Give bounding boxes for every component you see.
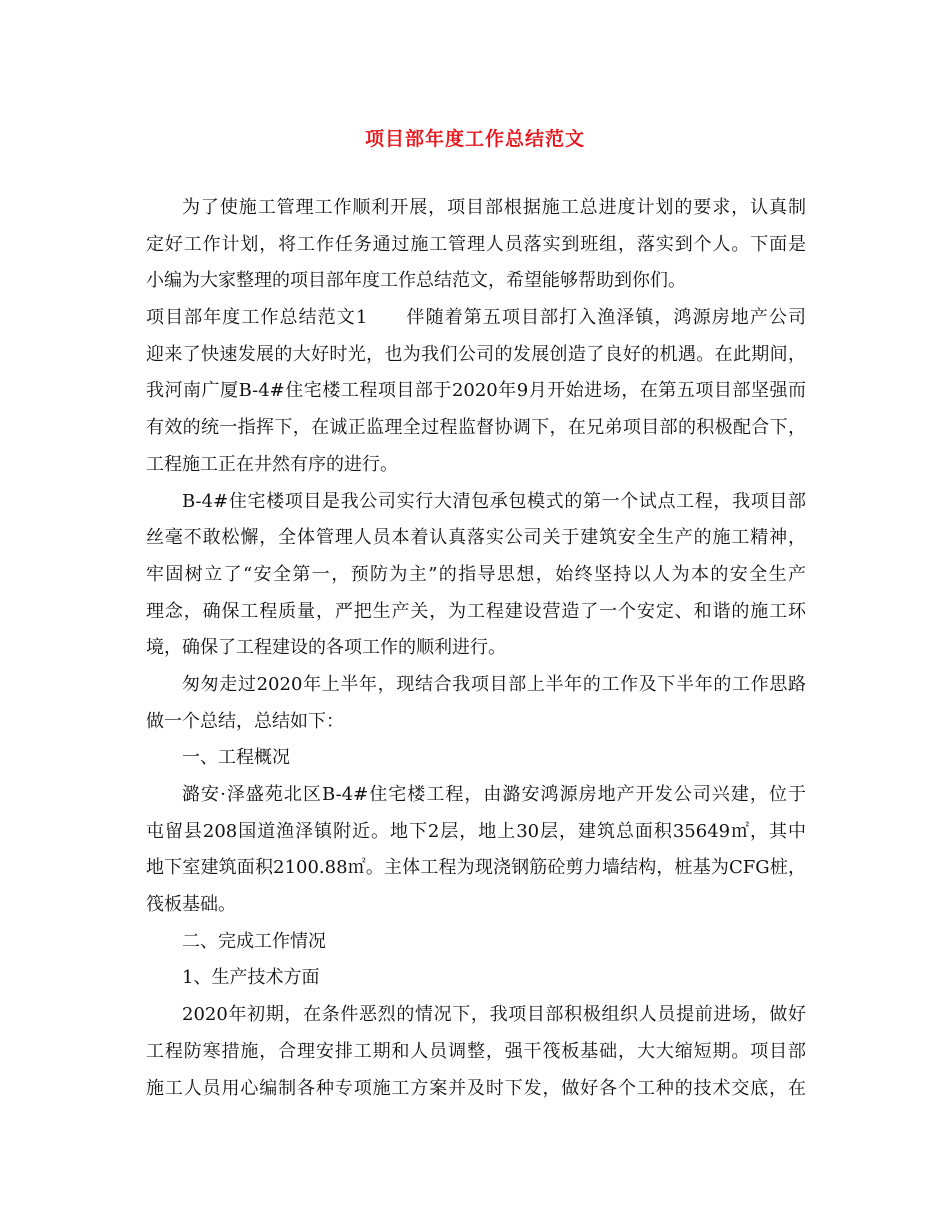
text-line: 潞安·泽盛苑北区B-4#住宅楼工程，由潞安鸿源房地产开发公司兴建，位于 [182, 784, 806, 805]
text-line: 境，确保了工程建设的各项工作的顺利进行。 [146, 637, 506, 659]
text-line: 1、生产技术方面 [182, 967, 320, 989]
document-title: 项目部年度工作总结范文 [364, 128, 585, 150]
text-line: 做一个总结，总结如下： [146, 710, 344, 732]
text-line: 一、工程概况 [182, 747, 290, 769]
text-line: 地下室建筑面积2100.88㎡。主体工程为现浇钢筋砼剪力墙结构，桩基为CFG桩， [146, 857, 806, 879]
text-line: 2020年初期，在条件恶烈的情况下，我项目部积极组织人员提前进场，做好 [182, 1004, 806, 1026]
text-line: B-4#住宅楼项目是我公司实行大清包承包模式的第一个试点工程，我项目部 [182, 490, 806, 512]
document-body [146, 190, 806, 1107]
text-line: 为了使施工管理工作顺利开展，项目部根据施工总进度计划的要求，认真制 [182, 197, 806, 218]
text-line: 筏板基础。 [146, 894, 236, 916]
text-line: 工程施工正在井然有序的进行。 [146, 453, 398, 475]
text-line: 丝毫不敢松懈，全体管理人员本着认真落实公司关于建筑安全生产的施工精神， [146, 527, 806, 549]
text-line: 我河南广厦B-4#住宅楼工程项目部于2020年9月开始进场，在第五项目部坚强而 [146, 380, 806, 402]
text-line: 理念，确保工程质量，严把生产关，为工程建设营造了一个安定、和谐的施工环 [146, 600, 806, 622]
text-line: 屯留县208国道渔泽镇附近。地下2层，地上30层，建筑总面积35649㎡，其中 [146, 820, 806, 842]
text-line: 定好工作计划，将工作任务通过施工管理人员落实到班组，落实到个人。下面是 [146, 233, 806, 255]
text-line: 有效的统一指挥下，在诚正监理全过程监督协调下，在兄弟项目部的积极配合下， [146, 417, 806, 439]
text-line: 牢固树立了“安全第一，预防为主”的指导思想，始终坚持以人为本的安全生产 [146, 563, 806, 585]
text-line: 施工人员用心编制各种专项施工方案并及时下发，做好各个工种的技术交底，在 [146, 1077, 806, 1099]
text-line: 小编为大家整理的项目部年度工作总结范文，希望能够帮助到你们。 [146, 270, 686, 292]
text-line: 迎来了快速发展的大好时光，也为我们公司的发展创造了良好的机遇。在此期间， [146, 343, 806, 365]
text-line: 项目部年度工作总结范文1 伴随着第五项目部打入渔泽镇，鸿源房地产公司 [146, 307, 806, 329]
text-line: 工程防寒措施，合理安排工期和人员调整，强干筏板基础，大大缩短期。项目部 [146, 1040, 806, 1062]
text-line: 匆匆走过2020年上半年，现结合我项目部上半年的工作及下半年的工作思路 [182, 673, 806, 695]
text-line: 二、完成工作情况 [182, 930, 326, 952]
